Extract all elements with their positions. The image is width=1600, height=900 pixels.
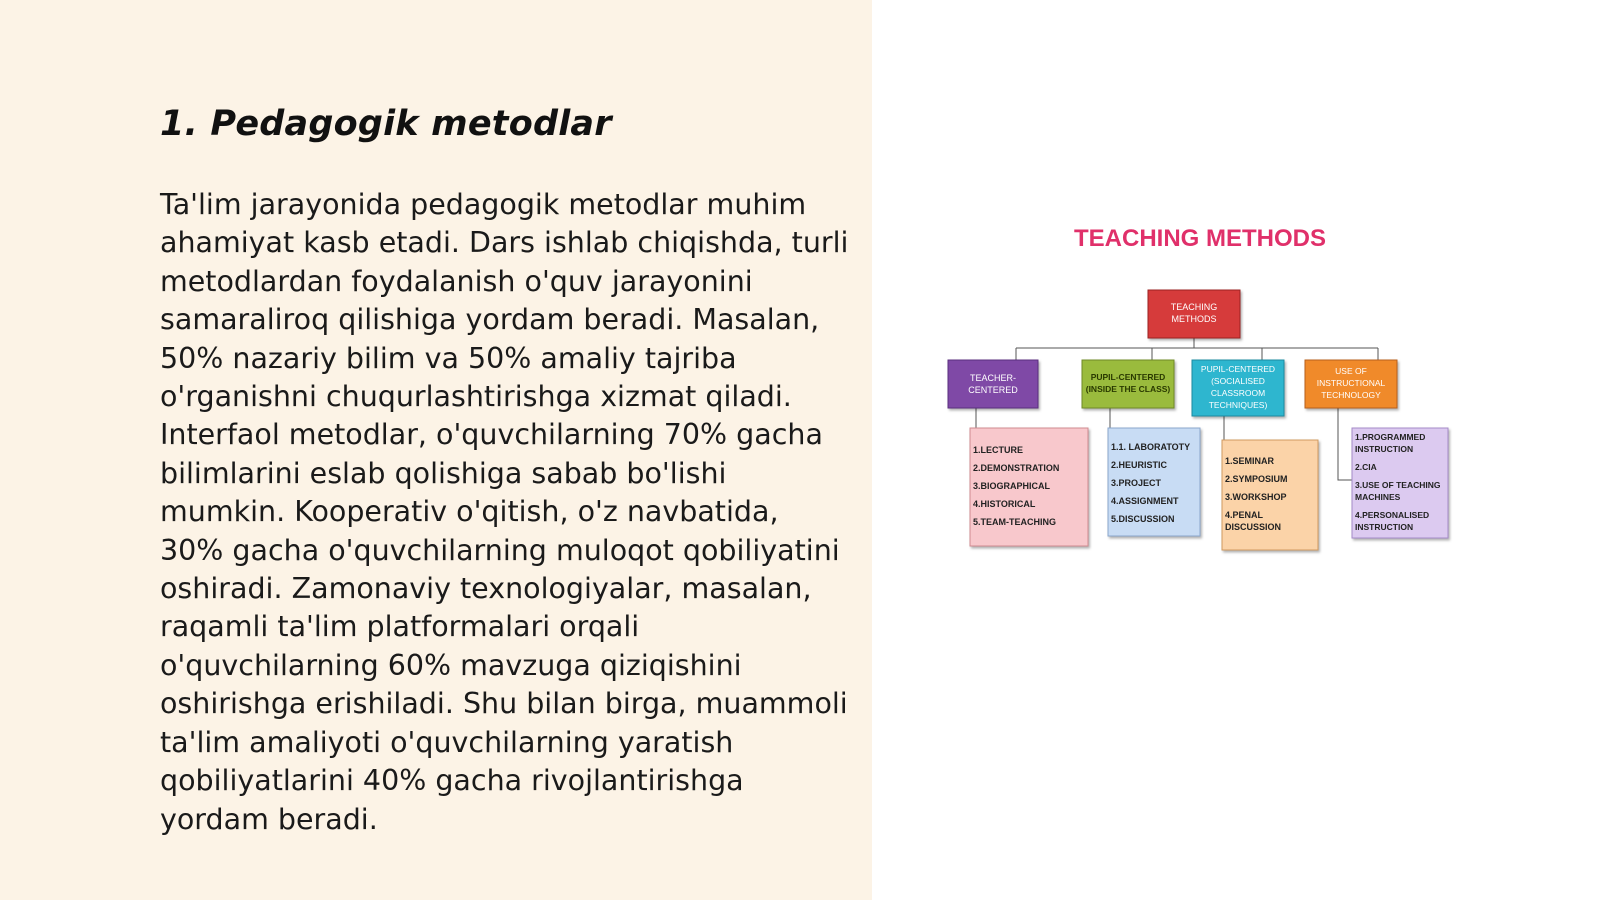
root-label-line1: TEACHING <box>1170 302 1218 312</box>
list-item: 4.ASSIGNMENT <box>1111 496 1179 506</box>
category-label: TECHNIQUES) <box>1208 400 1268 410</box>
list-item: 1.1. LABORATOTY <box>1111 442 1191 452</box>
list-item: 2.DEMONSTRATION <box>973 463 1060 473</box>
list-pupil-centered-socialised <box>1222 440 1318 550</box>
category-label: (SOCIALISED <box>1211 376 1265 386</box>
list-item: INSTRUCTION <box>1355 522 1414 532</box>
list-item: 3.WORKSHOP <box>1225 492 1287 502</box>
category-pupil-centered-socialised <box>1192 360 1284 416</box>
category-instructional-technology <box>1305 360 1397 408</box>
list-item: 2.HEURISTIC <box>1111 460 1168 470</box>
list-item: 3.BIOGRAPHICAL <box>973 481 1051 491</box>
list-item: 1.LECTURE <box>973 445 1024 455</box>
root-node <box>1148 290 1240 338</box>
diagram-svg <box>940 210 1480 570</box>
list-pupil-centered-inside <box>1108 428 1200 536</box>
list-item: 5.TEAM-TEACHING <box>973 517 1056 527</box>
list-item: 4.PERSONALISED <box>1355 510 1430 520</box>
category-label: TEACHER- <box>969 373 1017 383</box>
category-label: (INSIDE THE CLASS) <box>1085 384 1171 394</box>
category-label: PUPIL-CENTERED <box>1200 364 1276 374</box>
list-item: 5.DISCUSSION <box>1111 514 1175 524</box>
list-item: 3.PROJECT <box>1111 478 1162 488</box>
category-pupil-centered-inside <box>1082 360 1174 408</box>
category-label: TECHNOLOGY <box>1321 390 1381 400</box>
list-item: 2.CIA <box>1355 462 1377 472</box>
list-item: MACHINES <box>1355 492 1401 502</box>
list-item: 1.SEMINAR <box>1225 456 1275 466</box>
list-item: 2.SYMPOSIUM <box>1225 474 1288 484</box>
root-label-line2: METHODS <box>1171 314 1217 324</box>
diagram-title: TEACHING METHODS <box>1074 225 1326 252</box>
list-item: INSTRUCTION <box>1355 444 1414 454</box>
list-item: 1.PROGRAMMED <box>1355 432 1426 442</box>
category-label: USE OF <box>1335 366 1367 376</box>
list-item: DISCUSSION <box>1225 522 1282 532</box>
list-item: 3.USE OF TEACHING <box>1355 480 1441 490</box>
slide-title: 1. Pedagogik metodlar <box>160 104 612 144</box>
category-teacher-centered <box>948 360 1038 408</box>
category-label: CLASSROOM <box>1210 388 1266 398</box>
category-label: INSTRUCTIONAL <box>1316 378 1386 388</box>
category-label: PUPIL-CENTERED <box>1090 372 1166 382</box>
list-item: 4.PENAL <box>1225 510 1264 520</box>
list-item: 4.HISTORICAL <box>973 499 1036 509</box>
slide-body-text: Ta'lim jarayonida pedagogik metodlar muhim ahamiyat kasb etadi. Dars ishlab chiqishda, turli metodlardan foydalanish o'quv jarayonini samaraliroq qilishiga yordam beradi. Masalan, 50% nazariy bilim va 50% amaliy tajriba o'rganishni chuqurlashtirishga xizmat qiladi. Interfaol metodlar, o'quvchilarning 70% gacha bilimlarini eslab qolishiga sabab bo'lishi mumkin. Kooperativ o'qitish, o'z navbatida, 30% gacha o'quvchilarning muloqot qobiliyatini oshiradi. Zamonaviy texnologiyalar, masalan, raqamli ta'lim platformalari orqali o'quvchilarning 60% mavzuga qiziqishini oshirishga erishiladi. Shu bilan birga, muammoli ta'lim amaliyoti o'quvchilarning yaratish qobiliyatlarini 40% gacha rivojlantirishga yordam beradi. <box>160 188 849 836</box>
list-instructional-technology <box>1352 428 1448 538</box>
category-label: CENTERED <box>968 385 1018 395</box>
teaching-methods-diagram <box>940 210 1480 570</box>
list-teacher-centered <box>970 428 1088 546</box>
